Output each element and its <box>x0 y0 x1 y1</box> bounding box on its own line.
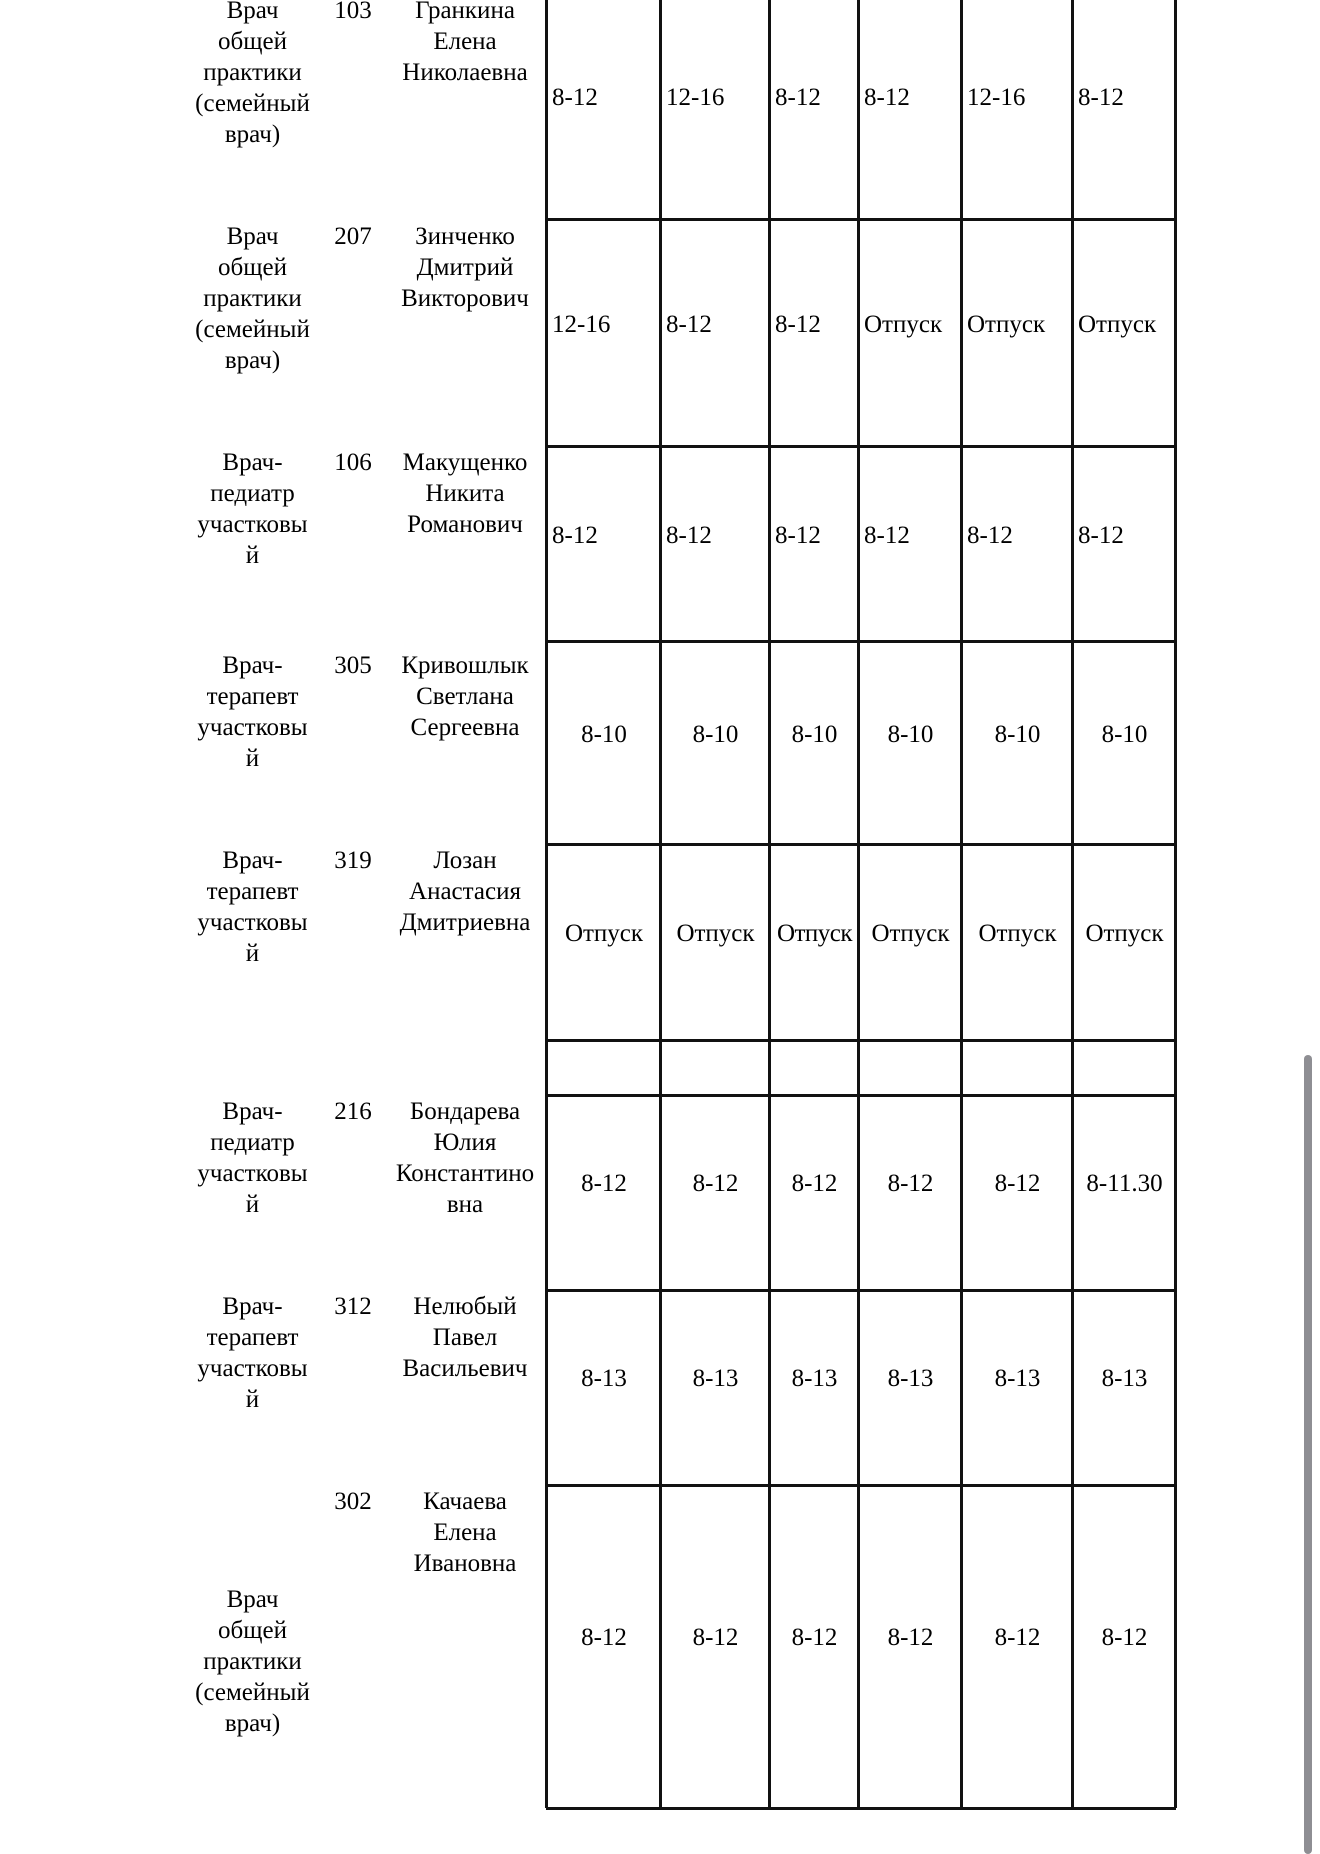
table-column-border <box>659 0 662 1808</box>
table-row-border <box>546 1484 1176 1487</box>
doctor-specialty: Врач общей практики (семейный врач) <box>195 223 310 374</box>
schedule-cell: 8-12 <box>581 1624 627 1651</box>
doctor-specialty: Врач общей практики (семейный врач) <box>195 0 310 148</box>
schedule-cell: 8-12 <box>1078 522 1124 549</box>
table-column-border <box>960 0 963 1808</box>
doctor-name: Лозан Анастасия Дмитриевна <box>399 847 531 936</box>
doctor-name: Качаева Елена Ивановна <box>413 1488 517 1577</box>
schedule-cell: 8-12 <box>864 84 910 111</box>
doctor-specialty: Врач- педиатр участковы й <box>197 1098 308 1218</box>
cabinet-number: 319 <box>334 847 372 874</box>
schedule-cell: 8-12 <box>994 1624 1041 1651</box>
schedule-cell: 8-12 <box>692 1624 739 1651</box>
schedule-cell: 8-12 <box>692 1170 739 1197</box>
schedule-cell: Отпуск <box>871 920 950 947</box>
cabinet-number: 106 <box>334 449 372 476</box>
doctor-name: Бондарева Юлия Константино вна <box>395 1098 535 1218</box>
schedule-cell: 12-16 <box>666 84 725 111</box>
schedule-cell: 8-12 <box>775 311 821 338</box>
cabinet-number: 207 <box>334 223 372 250</box>
table-row-border <box>546 445 1176 448</box>
schedule-cell: 8-13 <box>791 1365 838 1392</box>
cabinet-number: 312 <box>334 1293 372 1320</box>
schedule-cell: 8-12 <box>1078 84 1124 111</box>
table-row-border <box>546 1289 1176 1292</box>
cabinet-number: 103 <box>334 0 372 24</box>
schedule-cell: 8-12 <box>552 84 598 111</box>
schedule-cell: Отпуск <box>676 920 755 947</box>
schedule-cell: 8-10 <box>791 721 838 748</box>
schedule-cell: 8-12 <box>887 1624 934 1651</box>
schedule-cell: 8-10 <box>692 721 739 748</box>
schedule-cell: 8-12 <box>791 1624 838 1651</box>
table-row-border <box>546 1039 1176 1042</box>
schedule-cell: 8-12 <box>994 1170 1041 1197</box>
table-row-border <box>546 843 1176 846</box>
schedule-cell: 8-12 <box>581 1170 627 1197</box>
schedule-cell: 8-12 <box>775 522 821 549</box>
schedule-cell: 8-12 <box>666 311 712 338</box>
schedule-cell: 8-13 <box>887 1365 934 1392</box>
doctor-specialty: Врач общей практики (семейный врач) <box>195 1586 310 1737</box>
schedule-cell: 8-12 <box>775 84 821 111</box>
table-column-border <box>1174 0 1177 1808</box>
schedule-cell: 8-12 <box>791 1170 838 1197</box>
cabinet-number: 305 <box>334 652 372 679</box>
schedule-cell: 8-12 <box>1101 1624 1148 1651</box>
schedule-cell: 8-10 <box>1101 721 1148 748</box>
table-column-border <box>1071 0 1074 1808</box>
schedule-cell: 8-12 <box>887 1170 934 1197</box>
schedule-cell: 8-10 <box>887 721 934 748</box>
schedule-cell: 8-10 <box>581 721 627 748</box>
schedule-cell: 8-13 <box>994 1365 1041 1392</box>
table-row-border <box>546 640 1176 643</box>
doctor-specialty: Врач- терапевт участковы й <box>197 847 308 967</box>
schedule-cell: Отпуск <box>564 920 644 947</box>
cabinet-number: 302 <box>334 1488 372 1515</box>
table-row-border <box>546 1094 1176 1097</box>
schedule-cell: 8-13 <box>692 1365 739 1392</box>
table-column-border <box>545 0 548 1808</box>
schedule-cell: 8-12 <box>552 522 598 549</box>
table-column-border <box>857 0 860 1808</box>
doctor-name: Макущенко Никита Романович <box>402 449 528 538</box>
doctor-name: Кривошлык Светлана Сергеевна <box>401 652 529 741</box>
cabinet-number: 216 <box>334 1098 372 1125</box>
doctor-name: Гранкина Елена Николаевна <box>402 0 528 86</box>
schedule-cell: 12-16 <box>967 84 1026 111</box>
doctor-specialty: Врач- терапевт участковы й <box>197 1293 308 1413</box>
doctor-specialty: Врач- терапевт участковы й <box>197 652 308 772</box>
table-row-border <box>546 1807 1176 1810</box>
vertical-scrollbar[interactable] <box>1304 1055 1312 1854</box>
schedule-cell: 8-12 <box>864 522 910 549</box>
schedule-cell: 8-13 <box>581 1365 627 1392</box>
schedule-cell: 8-10 <box>994 721 1041 748</box>
doctor-name: Зинченко Дмитрий Викторович <box>401 223 529 312</box>
doctor-specialty: Врач- педиатр участковы й <box>197 449 308 569</box>
schedule-cell: Отпуск <box>967 311 1046 338</box>
schedule-cell: 12-16 <box>552 311 611 338</box>
schedule-cell: Отпуск <box>978 920 1057 947</box>
table-column-border <box>768 0 771 1808</box>
schedule-cell: Отпуск <box>1085 920 1164 947</box>
schedule-cell: Отпуск <box>864 311 943 338</box>
schedule-cell: 8-12 <box>666 522 712 549</box>
doctor-name: Нелюбый Павел Васильевич <box>402 1293 528 1382</box>
schedule-cell: Отпуск <box>1078 311 1157 338</box>
schedule-cell: 8-11.30 <box>1086 1170 1163 1197</box>
schedule-cell: Отпуск <box>776 920 853 947</box>
schedule-cell: 8-12 <box>967 522 1013 549</box>
table-row-border <box>546 218 1176 221</box>
schedule-cell: 8-13 <box>1101 1365 1148 1392</box>
